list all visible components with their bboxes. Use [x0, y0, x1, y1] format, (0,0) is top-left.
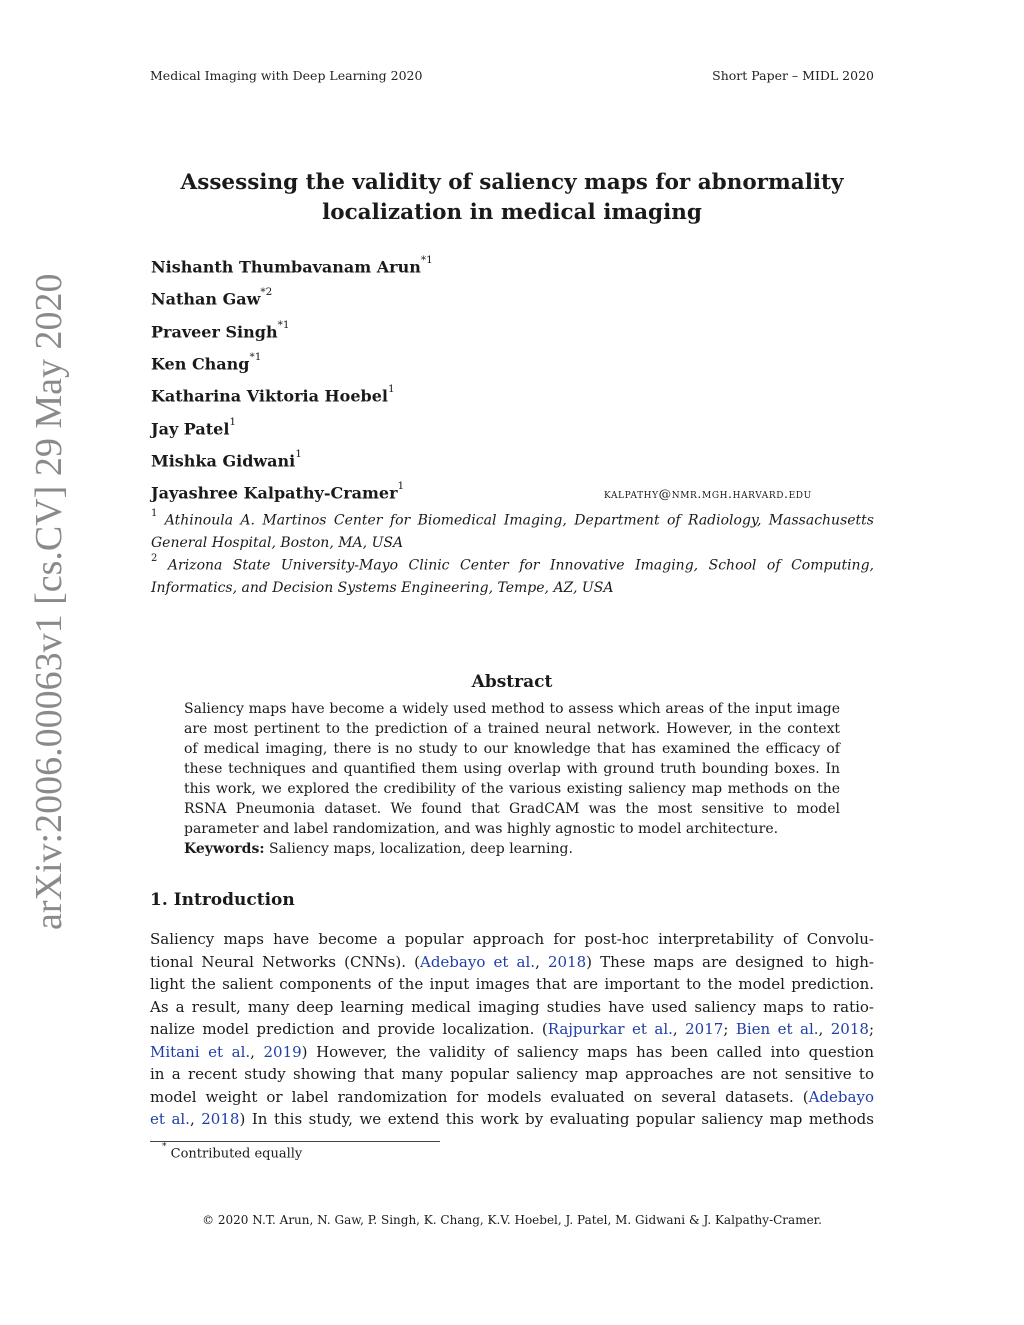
- abstract-heading: Abstract: [471, 672, 553, 692]
- copyright: © 2020 N.T. Arun, N. Gaw, P. Singh, K. Chang, K.V. Hoebel, J. Patel, M. Gidwani & J. Kalpathy-Cramer.: [202, 1213, 822, 1227]
- body-line: nalize model prediction and provide localization. (Rajpurkar et al., 2017; Bien et al., 2018;: [150, 1020, 874, 1038]
- abstract-line: Saliency maps have become a widely used method to assess which areas of the input image: [184, 701, 840, 717]
- author-1: Nishanth Thumbavanam Arun$^{*1}$: [151, 254, 433, 277]
- author-2: Nathan Gaw$^{*2}$: [151, 286, 273, 309]
- abstract-line: RSNA Pneumonia dataset. We found that GradCAM was the most sensitive to model: [184, 801, 840, 817]
- paper-title: Assessing the validity of saliency maps for abnormality localization in medical imaging: [180, 170, 844, 225]
- body-line: As a result, many deep learning medical imaging studies have used saliency maps to ratio-: [150, 997, 874, 1016]
- body-line: light the salient components of the input images that are important to the model prediction.: [150, 975, 874, 993]
- citation-link[interactable]: 2018: [547, 952, 587, 971]
- body-line: in a recent study showing that many popular saliency map approaches are not sensitive to: [150, 1065, 874, 1083]
- footnote: * Contributed equally: [162, 1142, 303, 1162]
- running-header-left: Medical Imaging with Deep Learning 2020: [150, 68, 423, 83]
- body-line: tional Neural Networks (CNNs). (Adebayo et al., 2018) These maps are designed to high-: [150, 952, 874, 971]
- keywords: Keywords: Saliency maps, localization, deep learning.: [184, 841, 573, 857]
- citation-link[interactable]: 2018: [201, 1110, 240, 1128]
- running-header-right: Short Paper – MIDL 2020: [712, 68, 874, 83]
- citation-link[interactable]: Adebayo: [808, 1087, 874, 1106]
- body-line: Mitani et al., 2019) However, the validity of saliency maps has been called into question: [150, 1042, 874, 1061]
- citation-link[interactable]: Rajpurkar et al.: [547, 1020, 673, 1038]
- affiliation-2: $^2$ Arizona State University-Mayo Clinic Center for Innovative Imaging, School of Computing, Informatics, and Decision Systems Engineering, Tempe, AZ, USA: [151, 553, 874, 597]
- citation-link[interactable]: 2018: [830, 1020, 869, 1038]
- citation-link[interactable]: 2019: [263, 1042, 302, 1061]
- arxiv-identifier: arXiv:2006.00063v1 [cs.CV] 29 May 2020: [28, 273, 70, 930]
- author-7: Mishka Gidwani$^1$: [151, 448, 302, 471]
- author-6: Jay Patel$^1$: [151, 416, 237, 439]
- body-line: Saliency maps have become a popular approach for post-hoc interpretability of Convolu-: [150, 930, 874, 948]
- abstract-line: parameter and label randomization, and was highly agnostic to model architecture.: [184, 821, 779, 837]
- affiliation-1: $^1$ Athinoula A. Martinos Center for Biomedical Imaging, Department of Radiology, Massachusetts General Hospital, Boston, MA, USA: [151, 508, 874, 552]
- footnote-rule: [150, 1141, 440, 1142]
- author-email[interactable]: kalpathy@nmr.mgh.harvard.edu: [604, 486, 812, 501]
- abstract-line: of medical imaging, there is no study to our knowledge that has examined the efficacy of: [184, 741, 840, 757]
- author-3: Praveer Singh$^{*1}$: [151, 319, 290, 342]
- author-8: Jayashree Kalpathy-Cramer$^1$: [151, 480, 405, 503]
- body-line: model weight or label randomization for models evaluated on several datasets. (Adebayo: [150, 1087, 874, 1106]
- citation-link[interactable]: Mitani et al.: [150, 1042, 251, 1061]
- abstract-line: this work, we explored the credibility of the various existing saliency map methods on the: [184, 781, 840, 797]
- citation-link[interactable]: 2017: [685, 1020, 724, 1038]
- abstract-line: these techniques and quantified them using overlap with ground truth bounding boxes. In: [184, 761, 840, 777]
- body-line: et al., 2018) In this study, we extend this work by evaluating popular saliency map methods: [150, 1110, 874, 1128]
- author-4: Ken Chang$^{*1}$: [151, 351, 262, 374]
- abstract-line: are most pertinent to the prediction of a trained neural network. However, in the context: [184, 721, 840, 737]
- citation-link[interactable]: Adebayo et al.: [420, 952, 536, 971]
- author-5: Katharina Viktoria Hoebel$^1$: [151, 383, 395, 406]
- section-heading: 1. Introduction: [150, 890, 295, 910]
- citation-link[interactable]: Bien et al.: [735, 1020, 819, 1038]
- citation-link[interactable]: et al.: [150, 1110, 190, 1128]
